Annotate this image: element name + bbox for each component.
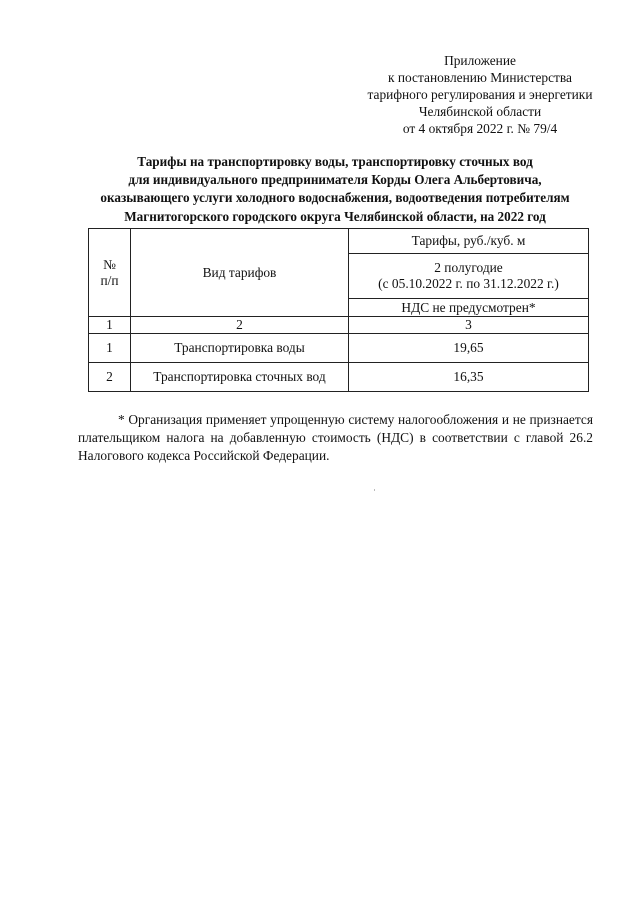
title-line: оказывающего услуги холодного водоснабжения, водоотведения потребителям <box>100 190 570 206</box>
column-number-cell: 2 <box>131 317 349 334</box>
period-label: 2 полугодие <box>434 260 503 275</box>
appendix-header <box>330 52 630 137</box>
row-num-cell: 1 <box>89 334 131 363</box>
appendix-line: Челябинской области <box>418 104 542 119</box>
footnote: * Организация применяет упрощенную систему налогообложения и не признается плательщиком налога на добавленную стоимость (НДС) в соответствии с главой 26.2 Налогового кодекса Российской Федерации. <box>78 412 593 463</box>
appendix-line: Приложение <box>444 53 516 68</box>
title-line: Тарифы на транспортировку воды, транспортировку сточных вод <box>137 154 533 169</box>
header-num-abbrev: п/п <box>100 272 119 288</box>
row-value-cell: 16,35 <box>349 363 589 392</box>
header-tariffs-cell: Тарифы, руб./куб. м <box>349 229 589 254</box>
appendix-date-line: от 4 октября 2022 г. № 79/4 <box>402 121 558 136</box>
column-number-cell: 1 <box>89 317 131 334</box>
table-header-row <box>89 229 589 254</box>
header-num-cell <box>89 229 131 317</box>
row-type-cell: Транспортировка сточных вод <box>131 363 349 392</box>
table-row <box>89 334 589 363</box>
period-dates: (с 05.10.2022 г. по 31.12.2022 г.) <box>378 276 559 291</box>
header-vat-cell: НДС не предусмотрен* <box>349 299 589 317</box>
header-num-symbol: № <box>103 256 116 272</box>
document-title <box>70 153 600 226</box>
column-number-cell: 3 <box>349 317 589 334</box>
title-line: для индивидуального предпринимателя Корды Олега Альбертовича, <box>128 172 542 188</box>
title-line: Магнитогорского городского округа Челябинской области, на 2022 год <box>124 208 546 224</box>
scan-speck <box>374 489 375 491</box>
row-value-cell: 19,65 <box>349 334 589 363</box>
appendix-line: тарифного регулирования и энергетики <box>367 87 593 102</box>
tariffs-table <box>88 228 589 392</box>
appendix-line: к постановлению Министерства <box>388 70 572 85</box>
header-period-cell <box>349 254 589 299</box>
row-type-cell: Транспортировка воды <box>131 334 349 363</box>
column-number-row <box>89 317 589 334</box>
row-num-cell: 2 <box>89 363 131 392</box>
header-type-cell: Вид тарифов <box>131 229 349 317</box>
table-row <box>89 363 589 392</box>
